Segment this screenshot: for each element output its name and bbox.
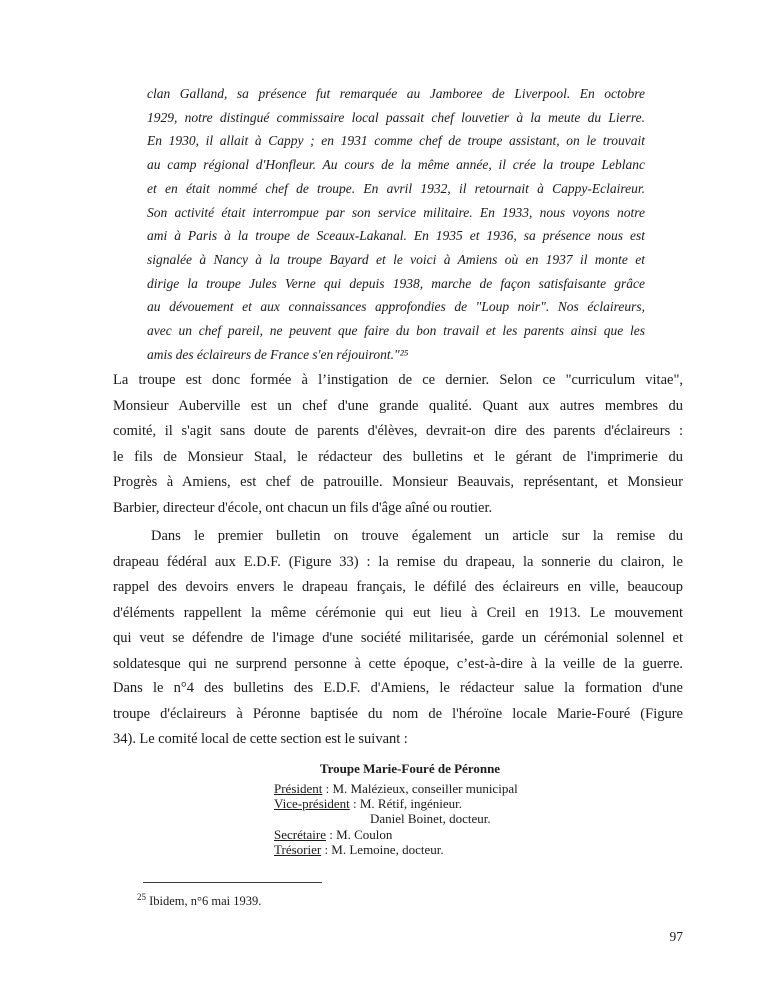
- quote-line: et en était nommé chef de troupe. En avril 1932, il retournait à Cappy-Eclaireur.: [147, 180, 645, 196]
- paragraph-line: d'éléments rappellent la même cérémonie qui eut lieu à Creil en 1913. Le mouvement: [113, 604, 683, 621]
- committee-member: : M. Malézieux, conseiller municipal: [322, 781, 518, 796]
- quote-line: signalée à Nancy à la troupe Bayard et le voici à Amiens où en 1937 il monte et: [147, 251, 645, 267]
- quote-line: ami à Paris à la troupe de Sceaux-Lakanal. En 1935 et 1936, sa présence nous est: [147, 228, 645, 244]
- paragraph-line-last: 34). Le comité local de cette section est le suivant :: [113, 731, 408, 748]
- quote-line: avec un chef pareil, ne peuvent que faire du bon travail et les parents ainsi que les: [147, 323, 645, 339]
- committee-entry: [274, 781, 634, 796]
- committee-entry: [274, 827, 634, 842]
- committee-role-label: Secrétaire: [274, 826, 326, 842]
- committee-role-label: Vice-président: [274, 796, 350, 812]
- paragraph-3: [113, 676, 683, 753]
- footnote-text: Ibidem, n°6 mai 1939.: [146, 894, 262, 908]
- committee-entry: [274, 842, 634, 857]
- quote-line: au dévouement et aux connaissances approfondies de "Loup noir". Nos éclaireurs,: [147, 299, 645, 315]
- committee-list: [274, 781, 634, 857]
- page-number: 97: [669, 929, 683, 944]
- paragraph-line: La troupe est donc formée à l’instigation de ce dernier. Selon ce "curriculum vitae",: [113, 372, 683, 388]
- paragraph-1: [113, 368, 683, 522]
- paragraph-line: Progrès à Amiens, est chef de patrouille. Monsieur Beauvais, représentant, et Monsieur: [113, 474, 683, 491]
- committee-title: Troupe Marie-Fouré de Péronne: [319, 761, 501, 776]
- paragraph-line: Dans le n°4 des bulletins des E.D.F. d'Amiens, le rédacteur salue la formation d'une: [113, 680, 683, 696]
- quote-line: clan Galland, sa présence fut remarquée au Jamboree de Liverpool. En octobre: [147, 86, 645, 101]
- paragraph-line: Monsieur Auberville est un chef d'une grande qualité. Quant aux autres membres du: [113, 397, 683, 414]
- committee-role-label: Trésorier: [274, 841, 322, 857]
- paragraph-line: rappel des devoirs envers le drapeau français, le défilé des éclaireurs en ville, beaucoup: [113, 579, 683, 596]
- paragraph-line: soldatesque qui ne surprend personne à cette époque, c’est-à-dire à la veille de la guerre.: [113, 655, 683, 672]
- quote-line: au camp régional d'Honfleur. Au cours de la même année, il crée la troupe Leblanc: [147, 157, 645, 173]
- paragraph-line: qui veut se défendre de l'image d'une société militarisée, garde un cérémonial solennel et: [113, 630, 683, 647]
- paragraph-line: le fils de Monsieur Staal, le rédacteur des bulletins et le gérant de l'imprimerie du: [113, 448, 683, 465]
- paragraph-line: troupe d'éclaireurs à Péronne baptisée du nom de l'héroïne locale Marie-Fouré (Figure: [113, 705, 683, 722]
- committee-member: : M. Rétif, ingénieur.: [349, 796, 463, 812]
- committee-role-label: Président: [274, 781, 323, 796]
- quote-line: dirige la troupe Jules Verne qui depuis 1938, marche de façon satisfaisante grâce: [147, 275, 645, 291]
- quote-line: 1929, notre distingué commissaire local passait chef louvetier à la meute du Lierre.: [147, 109, 645, 125]
- committee-member: : M. Lemoine, docteur.: [321, 841, 444, 857]
- quote-line: En 1930, il allait à Cappy ; en 1931 comme chef de troupe assistant, on le trouvait: [147, 133, 645, 149]
- paragraph-line: drapeau fédéral aux E.D.F. (Figure 33) : la remise du drapeau, la sonnerie du clairon, le: [113, 553, 683, 570]
- block-quote: [147, 82, 645, 366]
- paragraph-line: comité, il s'agit sans doute de parents d'élèves, devrait-on dire des parents d'éclaireurs :: [113, 423, 683, 440]
- footnote-separator: [143, 882, 322, 883]
- paragraph-2: [113, 524, 683, 678]
- committee-member: : M. Coulon: [325, 826, 393, 842]
- paragraph-line-last: Barbier, directeur d'école, ont chacun un fils d'âge aîné ou routier.: [113, 499, 493, 516]
- footnote-marker: 25: [137, 891, 146, 902]
- quote-line: Son activité était interrompue par son service militaire. En 1933, nous voyons notre: [147, 204, 645, 220]
- committee-entry-continuation: Daniel Boinet, docteur.: [370, 811, 491, 827]
- quote-line-last: amis des éclaireurs de France s'en réjouiront."²⁵: [147, 346, 409, 362]
- paragraph-line: Dans le premier bulletin on trouve également un article sur la remise du: [151, 528, 683, 544]
- committee-entry: [274, 796, 634, 811]
- footnote: [137, 893, 261, 909]
